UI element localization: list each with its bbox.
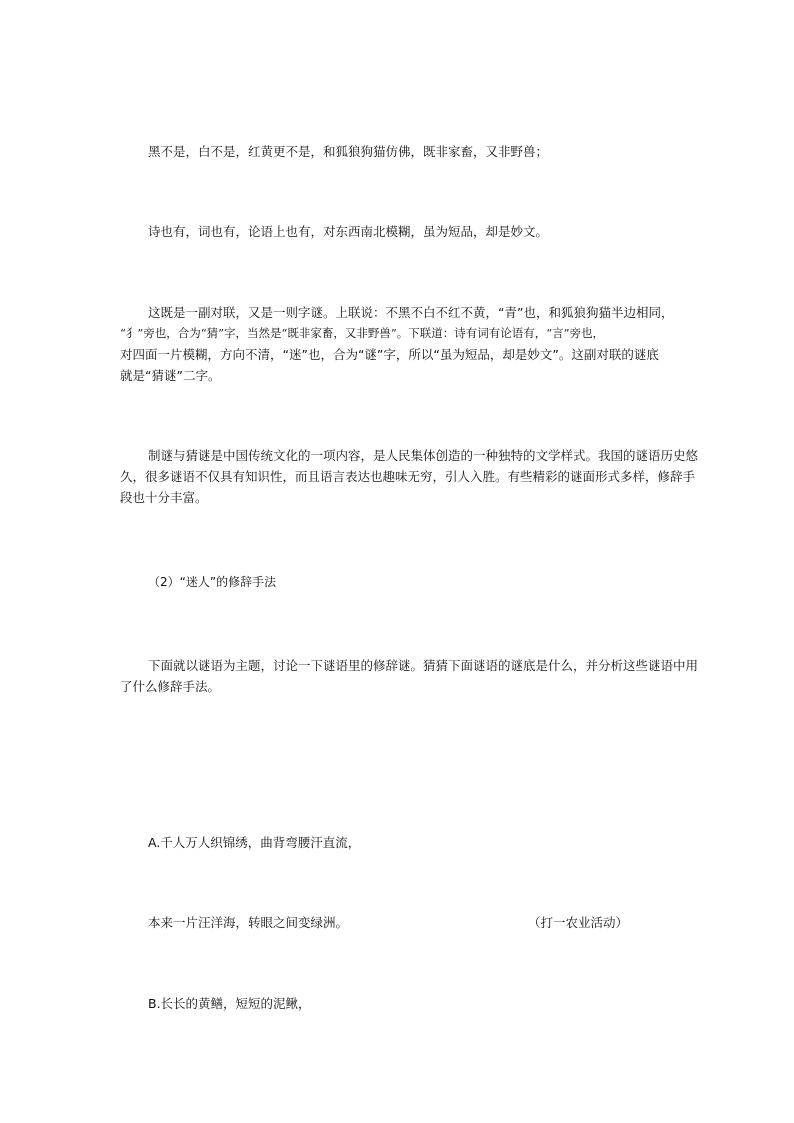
riddle-a-line-1: A.千人万人织锦绣，曲背弯腰汗直流， [148,835,361,850]
riddle-couplet-line-2: 诗也有，词也有，论语上也有，对东西南北模糊，虽为短品，却是妙文。 [148,224,549,239]
paragraph-line: 这既是一副对联，又是一则字谜。上联说：不黑不白不红不黄，“青”也，和狐狼狗猫半边相同， [148,305,674,320]
task-paragraph [120,655,699,697]
explanation-paragraph [120,302,675,386]
paragraph-line: 下面就以谜语为主题，讨论一下谜语里的修辞谜。猜猜下面谜语的谜底是什么，并分析这些谜语中用 [148,658,699,673]
riddle-a-line-2: 本来一片汪洋海，转眼之间变绿洲。 [148,915,349,930]
intro-paragraph [120,445,699,508]
paragraph-line: 就是“猜谜”二字。 [120,368,221,383]
riddle-b-line-1: B.长长的黄鳝，短短的泥鳅， [148,996,311,1011]
paragraph-line: 了什么修辞手法。 [120,679,221,694]
paragraph-line: 久，很多谜语不仅具有知识性，而且语言表达也趣味无穷，引人入胜。有些精彩的谜面形式多样，修辞手 [120,469,696,484]
paragraph-line: 制谜与猜谜是中国传统文化的一项内容，是人民集体创造的一种独特的文学样式。我国的谜语历史悠 [148,448,699,463]
paragraph-line: 对四面一片模糊，方向不清，“迷”也，合为“谜”字，所以“虽为短品，却是妙文”。这副对联的谜底 [120,347,659,362]
paragraph-line: “犭”旁也，合为“猜”字，当然是“既非家畜，又非野兽”。下联道：诗有词有论语有，“言”旁也， [120,326,605,340]
paragraph-line: 段也十分丰富。 [120,490,208,505]
riddle-a-hint: （打一农业活动） [528,915,629,930]
riddle-couplet-line-1: 黑不是，白不是，红黄更不是，和狐狼狗猫仿佛，既非家畜，又非野兽； [148,144,549,159]
section-heading: （2）“迷人”的修辞手法 [148,575,277,589]
